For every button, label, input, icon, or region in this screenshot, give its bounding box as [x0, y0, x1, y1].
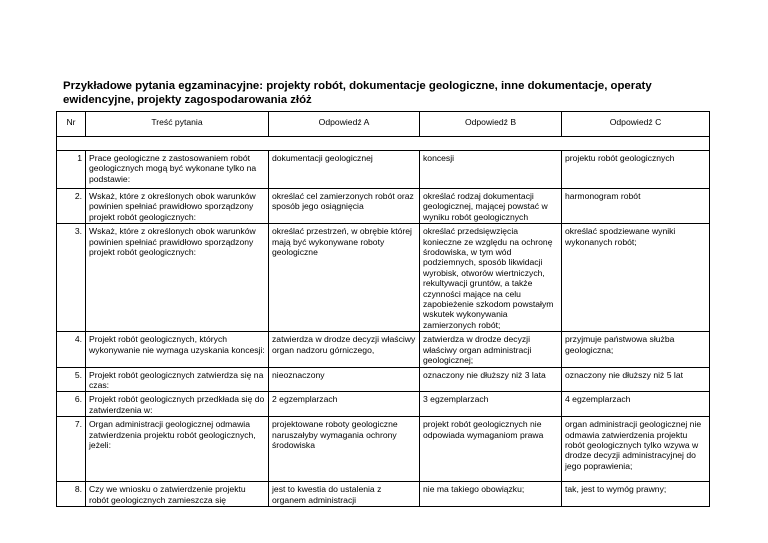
answer-b: koncesji [420, 151, 562, 189]
table-row [57, 482, 710, 507]
spacer-row [57, 137, 710, 151]
answer-b: projekt robót geologicznych nie odpowiada wymaganiom prawa [420, 417, 562, 482]
row-number: 5. [57, 367, 86, 392]
answer-a: określać cel zamierzonych robót oraz sposób jego osiągnięcia [269, 189, 420, 224]
document-title: Przykładowe pytania egzaminacyjne: projekty robót, dokumentacje geologiczne, inne dokumentacje, operaty ewidencyjne, projekty zagospodarowania złóż [63, 80, 652, 106]
question-text: Projekt robót geologicznych, których wykonywanie nie wymaga uzyskania koncesji: [86, 332, 269, 367]
table-row [57, 151, 710, 189]
question-text: Wskaż, które z określonych obok warunków powinien spełniać prawidłowo sporządzony projekt robót geologicznych: [86, 189, 269, 224]
answer-c: oznaczony nie dłuższy niż 5 lat [562, 367, 710, 392]
question-text: Prace geologiczne z zastosowaniem robót geologicznych mogą być wykonane tylko na podstawie: [86, 151, 269, 189]
exam-questions-table [56, 111, 710, 507]
header-answer-a: Odpowiedź A [269, 112, 420, 137]
question-text: Wskaż, które z określonych obok warunków powinien spełniać prawidłowo sporządzony projekt robót geologicznych: [86, 224, 269, 332]
answer-a: projektowane roboty geologiczne naruszałyby wymagania ochrony środowiska [269, 417, 420, 482]
question-text: Projekt robót geologicznych zatwierdza się na czas: [86, 367, 269, 392]
answer-c: tak, jest to wymóg prawny; [562, 482, 710, 507]
row-number: 8. [57, 482, 86, 507]
header-answer-c: Odpowiedź C [562, 112, 710, 137]
answer-a: określać przestrzeń, w obrębie której mają być wykonywane roboty geologiczne [269, 224, 420, 332]
answer-a: jest to kwestia do ustalenia z organem administracji [269, 482, 420, 507]
answer-b: określać rodzaj dokumentacji geologicznej, mającej powstać w wyniku robót geologicznych [420, 189, 562, 224]
answer-b: zatwierdza w drodze decyzji właściwy organ administracji geologicznej; [420, 332, 562, 367]
table-row [57, 332, 710, 367]
header-question: Treść pytania [86, 112, 269, 137]
row-number: 3. [57, 224, 86, 332]
row-number: 6. [57, 392, 86, 417]
header-nr: Nr [57, 112, 86, 137]
header-answer-b: Odpowiedź B [420, 112, 562, 137]
table-row [57, 417, 710, 482]
row-number: 4. [57, 332, 86, 367]
answer-a: dokumentacji geologicznej [269, 151, 420, 189]
question-text: Organ administracji geologicznej odmawia zatwierdzenia projektu robót geologicznych, jeżeli: [86, 417, 269, 482]
table-row [57, 392, 710, 417]
table-row [57, 224, 710, 332]
answer-c: 4 egzemplarzach [562, 392, 710, 417]
answer-b: 3 egzemplarzach [420, 392, 562, 417]
answer-a: nieoznaczony [269, 367, 420, 392]
question-text: Projekt robót geologicznych przedkłada się do zatwierdzenia w: [86, 392, 269, 417]
row-number: 7. [57, 417, 86, 482]
answer-b: oznaczony nie dłuższy niż 3 lata [420, 367, 562, 392]
answer-b: określać przedsięwzięcia konieczne ze względu na ochronę środowiska, w tym wód podziemnych, sposób likwidacji wyrobisk, otworów wiertniczych, rekultywacji gruntów, a także czynności mające na celu zapobieżenie szkodom powstałym wskutek wykonywania zamierzonych robót; [420, 224, 562, 332]
table-row [57, 367, 710, 392]
row-number: 1 [57, 151, 86, 189]
answer-c: określać spodziewane wyniki wykonanych robót; [562, 224, 710, 332]
row-number: 2. [57, 189, 86, 224]
table-row [57, 189, 710, 224]
answer-c: harmonogram robót [562, 189, 710, 224]
answer-a: zatwierdza w drodze decyzji właściwy organ nadzoru górniczego, [269, 332, 420, 367]
answer-c: projektu robót geologicznych [562, 151, 710, 189]
answer-c: przyjmuje państwowa służba geologiczna; [562, 332, 710, 367]
answer-a: 2 egzemplarzach [269, 392, 420, 417]
answer-c: organ administracji geologicznej nie odmawia zatwierdzenia projektu robót geologicznych tylko wzywa w drodze decyzji administracyjnej do jego poprawienia; [562, 417, 710, 482]
question-text: Czy we wniosku o zatwierdzenie projektu robót geologicznych zamieszcza się [86, 482, 269, 507]
answer-b: nie ma takiego obowiązku; [420, 482, 562, 507]
table-header-row [57, 112, 710, 137]
